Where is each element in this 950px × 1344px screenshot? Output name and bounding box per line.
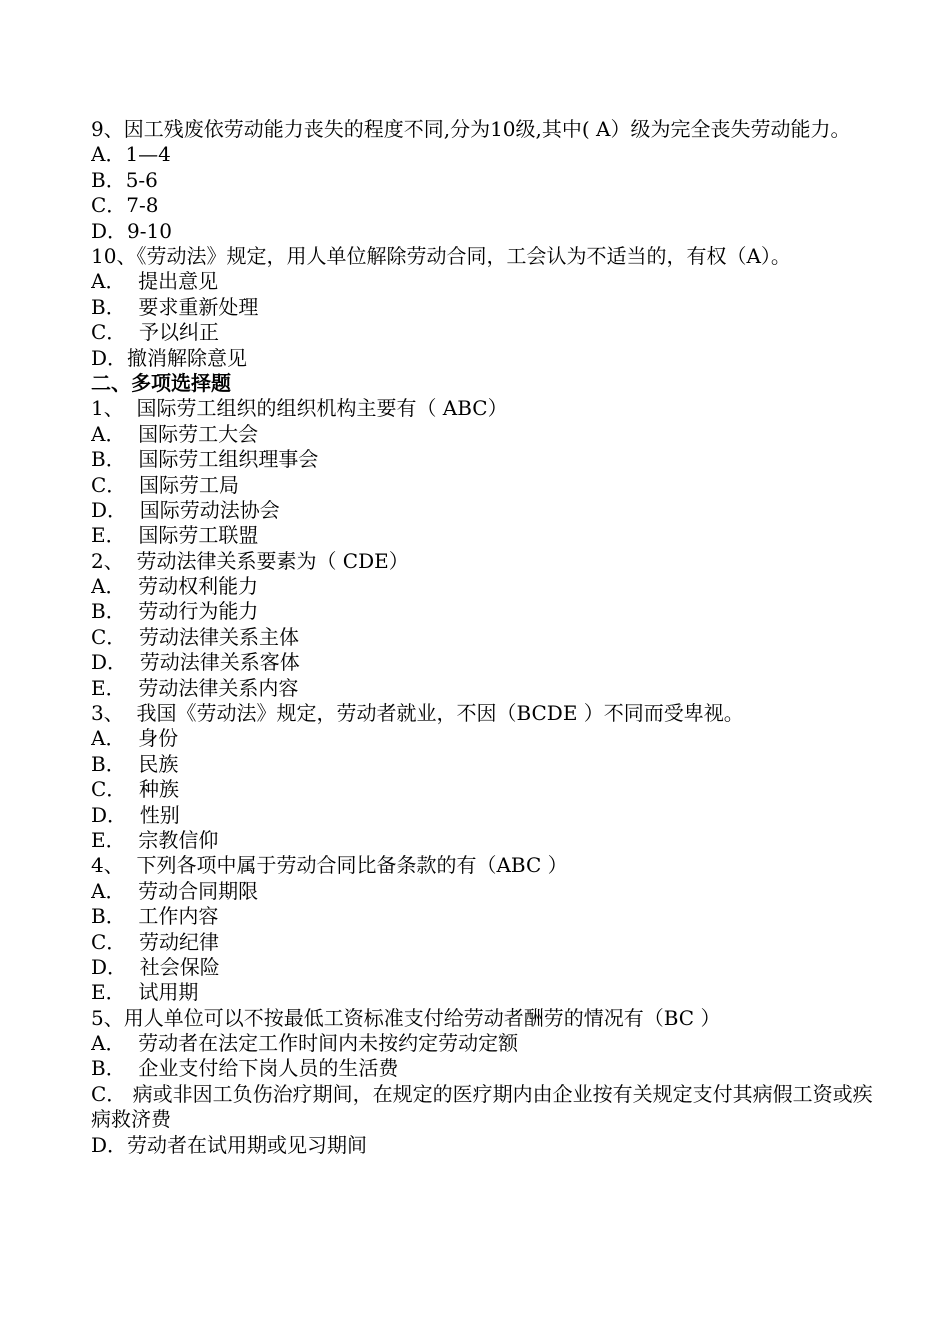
text-line: D．劳动者在试用期或见习期间 — [91, 1132, 368, 1157]
text-line: C．7-8 — [91, 193, 159, 218]
text-line: 10、《劳动法》规定，用人单位解除劳动合同，工会认为不适当的，有权（A）。 — [91, 243, 791, 268]
text-line: B．5-6 — [91, 167, 158, 192]
text-line: 9、因工残废依劳动能力丧失的程度不同,分为10级,其中( A）级为完全丧失劳动能力。 — [91, 117, 851, 141]
text-line: C． 病或非因工负伤治疗期间，在规定的医疗期内由企业按有关规定支付其病假工资或疾病救济费 — [91, 1081, 873, 1132]
text-line: B． 劳动行为能力 — [91, 599, 259, 624]
text-line: A． 劳动者在法定工作时间内未按约定劳动定额 — [91, 1031, 519, 1056]
text-line: A． 身份 — [91, 726, 179, 751]
section-heading: 二、多项选择题 — [91, 370, 231, 395]
text-line: 1、 国际劳工组织的组织机构主要有（ ABC） — [91, 396, 508, 421]
text-line: A． 提出意见 — [91, 269, 219, 294]
text-line: 2、 劳动法律关系要素为（ CDE） — [91, 548, 409, 573]
text-line: C． 劳动法律关系主体 — [91, 624, 300, 649]
text-line: C． 予以纠正 — [91, 320, 220, 345]
text-line: B． 工作内容 — [91, 904, 219, 929]
text-line: E． 宗教信仰 — [91, 827, 219, 852]
text-line: 4、 下列各项中属于劳动合同比备条款的有（ABC ） — [91, 853, 568, 878]
text-line: C． 劳动纪律 — [91, 929, 220, 954]
text-line: D．撤消解除意见 — [91, 345, 248, 370]
text-line: A． 劳动合同期限 — [91, 878, 259, 903]
text-line: 5、用人单位可以不按最低工资标准支付给劳动者酬劳的情况有（BC ） — [91, 1005, 721, 1030]
text-line: E． 试用期 — [91, 980, 199, 1005]
text-line: E． 劳动法律关系内容 — [91, 675, 299, 700]
text-line: B． 国际劳工组织理事会 — [91, 447, 319, 472]
text-line: 3、 我国《劳动法》规定，劳动者就业，不因（BCDE ）不同而受卑视。 — [91, 701, 744, 726]
text-line: A．1—4 — [91, 142, 171, 167]
text-line: D． 社会保险 — [91, 954, 220, 979]
text-line: B． 民族 — [91, 751, 179, 776]
text-line: D． 国际劳动法协会 — [91, 497, 280, 522]
text-line: B． 要求重新处理 — [91, 294, 259, 319]
text-line: D． 劳动法律关系客体 — [91, 650, 300, 675]
text-line: A． 国际劳工大会 — [91, 421, 259, 446]
text-line: D．9-10 — [91, 218, 172, 243]
text-line: E． 国际劳工联盟 — [91, 523, 259, 548]
text-line: A． 劳动权利能力 — [91, 574, 259, 599]
text-line: C． 国际劳工局 — [91, 472, 240, 497]
document-page — [91, 117, 881, 1158]
text-line: B． 企业支付给下岗人员的生活费 — [91, 1056, 399, 1081]
text-line: D． 性别 — [91, 802, 180, 827]
text-line: C． 种族 — [91, 777, 180, 802]
